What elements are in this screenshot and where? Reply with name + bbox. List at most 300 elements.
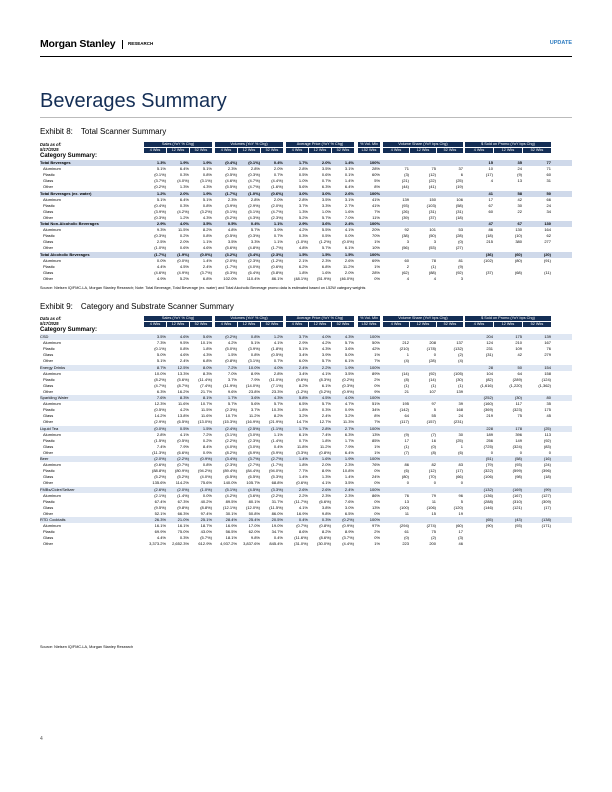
table-cell: 4,937.2% [220,541,237,547]
table-cell: 0.4% [273,160,283,165]
table-cell: (2.9%) [248,202,260,208]
row-label: Aluminum [43,257,61,263]
table-cell: 3.5% [202,221,212,226]
table-cell: (12) [428,468,436,474]
table-cell: 12.3% [154,401,166,407]
table-cell: (2.0%) [225,257,237,263]
update-badge[interactable]: UPDATE [549,40,572,46]
table-cell: (80) [401,474,409,480]
table-cell: 1.4% [344,178,354,184]
table-cell: (160) [483,401,493,407]
table-cell: (3.6%) [248,492,260,498]
row-label: Glass [43,352,54,358]
table-cell: 8.6% [298,529,308,535]
table-cell: 4.2% [321,340,331,346]
table-cell: (6.6%) [177,449,189,455]
table-cell: (30) [514,395,522,400]
table-cell: (1.0%) [200,486,212,492]
table-cell: (1) [404,382,409,388]
table-cell: 8.2% [298,382,308,388]
table-cell: (70) [428,474,436,480]
table-cell: 8.3% [179,395,189,400]
table-cell: (1,362) [538,382,551,388]
table-cell: 24 [458,413,463,419]
table-cell: 4.1% [179,431,189,437]
table-cell: (8.9%) [248,449,260,455]
table-cell: 5.6% [298,184,308,190]
table-cell: (4.0%) [177,178,189,184]
table-cell: 11.5% [177,227,189,233]
table-cell: 3 [460,275,463,281]
table-cell: (6.3%) [225,269,237,275]
exhibit-title: Category and Substrate Scanner Summary [80,302,234,311]
table-cell: 0.8% [202,462,212,468]
table-cell: 4.8% [227,227,237,233]
table-cell: 40.2% [200,498,212,504]
table-cell: 10.0% [154,370,166,376]
table-cell: (0.2%) [225,334,237,339]
table-cell: 4.2% [298,227,308,233]
table-cell: 5.0% [344,352,354,358]
title-rule [40,117,572,118]
table-cell: 13% [371,431,380,437]
table-cell: 28% [371,269,380,275]
row-label: Beer [40,456,49,461]
table-cell: 0% [374,480,380,486]
table-cell: 76 [546,346,551,352]
table-cell: 107 [429,388,436,394]
table-cell: (323) [512,407,522,413]
table-cell: 15 [431,510,436,516]
table-row [40,419,572,425]
table-cell: (5.0%) [225,346,237,352]
table-cell: 100% [369,395,380,400]
table-cell: (0.5%) [154,407,166,413]
table-cell: 9.8% [321,510,331,516]
table-cell: 158 [544,370,551,376]
table-cell: 3.0% [298,190,308,196]
table-cell: (11.9%) [223,382,237,388]
table-cell: (0.1%) [154,346,166,352]
table-cell: (4.4%) [271,178,283,184]
table-row [40,160,572,166]
table-cell: 1.4% [298,474,308,480]
table-cell: (1.6%) [271,184,283,190]
table-cell: 16.1% [177,523,189,529]
table-cell: 0.5% [179,425,189,431]
table-cell: 7.7% [298,468,308,474]
table-cell: 78 [431,257,436,263]
table-cell: 4.1% [298,504,308,510]
table-cell: 0 [433,480,436,486]
table-cell: (27) [455,245,463,251]
table-cell: 2.3% [321,492,331,498]
column-header: 12 Wks [309,322,331,327]
table-cell: 0.7% [273,172,283,178]
table-cell: 208 [429,340,436,346]
table-cell: 0.6% [179,245,189,251]
row-label: Aluminum [43,340,61,346]
table-cell: 0.5% [298,172,308,178]
table-cell: 3 [406,239,409,245]
table-cell: (1.0%) [154,245,166,251]
table-cell: (60) [514,251,522,257]
table-cell: 42% [371,346,380,352]
table-cell: (231) [453,419,463,425]
table-cell: 6.2% [298,263,308,269]
table-cell: (89.4%) [222,468,237,474]
table-cell: 1 [460,443,463,449]
table-cell: 4.5% [179,263,189,269]
table-cell: (46.0%) [339,275,354,281]
table-cell: (3.7%) [200,269,212,275]
table-cell: 2.6% [344,257,354,263]
table-cell: 4.1% [344,227,354,233]
table-cell: (0.0%) [200,251,212,257]
table-cell: (12.1%) [222,504,237,510]
table-cell: 10.3% [271,407,283,413]
table-cell: 130 [544,221,551,226]
table-cell: 17 [404,437,409,443]
table-cell: (324) [512,443,522,449]
table-cell: 2.9% [298,221,308,226]
table-cell: (25) [543,425,551,431]
table-cell: 17 [488,196,493,202]
table-cell: (51.9%) [316,275,331,281]
table-cell: 2.2% [298,492,308,498]
table-cell: 50 [517,364,522,370]
table-cell: 1% [374,449,380,455]
table-cell: 9% [374,388,380,394]
table-cell: 30.1% [225,510,237,516]
table-cell: 0% [374,382,380,388]
table-cell: 7.9% [344,443,354,449]
table-cell: 4.0% [273,364,283,370]
table-cell: 3.5% [344,370,354,376]
table-cell: 1.8% [298,269,308,275]
table-cell: 154 [544,364,551,370]
table-row [40,450,572,456]
table-cell: (20) [543,251,551,257]
table-cell: 2.2% [321,364,331,370]
table-cell: (369) [483,407,493,413]
table-cell: (65) [485,517,493,522]
group-header: Average Price (YoY % Chg) [286,316,354,321]
table-cell: (2.3%) [271,251,283,257]
table-cell: 2 [406,263,409,269]
table-cell: 41% [371,202,380,208]
row-label: FMBs/Cider/Seltzer [40,486,75,492]
table-cell: (6.4%) [248,269,260,275]
table-cell: 11.2% [319,443,331,449]
table-cell: 0.4% [250,221,260,226]
table-row [40,407,572,413]
table-cell: (92) [428,370,436,376]
table-cell: (28) [455,233,463,239]
table-cell: 1% [374,352,380,358]
table-cell: 0 [433,352,436,358]
table-cell: 1% [374,263,380,269]
table-row [40,178,572,184]
table-cell: 279 [544,352,551,358]
table-cell: 45 [546,413,551,419]
table-cell: 4 [406,275,409,281]
table-cell: (58) [455,202,463,208]
table-cell: 22 [517,208,522,214]
table-cell: 845.4% [269,541,283,547]
table-cell: 100% [369,334,380,339]
table-row [40,401,572,407]
table-cell: 11.3% [342,419,354,425]
table-cell: (136) [483,492,493,498]
table-cell: 50.8% [248,510,260,516]
table-cell: (4.7%) [248,178,260,184]
table-cell: 62.0% [248,529,260,535]
table-cell: 1.6% [321,269,331,275]
table-cell: 1.8% [321,437,331,443]
table-cell: (132) [453,346,463,352]
table-cell: (2) [458,352,463,358]
table-cell: 60% [371,172,380,178]
table-cell: 0 [460,480,463,486]
row-label: Plastic [43,202,55,208]
table-cell: 2.0% [273,166,283,172]
table-cell: 3 [433,239,436,245]
table-cell: 100% [369,456,380,461]
table-cell: 6.4% [179,166,189,172]
table-cell: (8) [431,449,436,455]
table-cell: 3.0% [344,504,354,510]
table-cell: 4.6% [179,334,189,339]
group-header: Sales (YoY % Chg) [144,316,212,321]
table-cell: 35 [517,160,522,165]
table-cell: (7) [431,431,436,437]
table-cell: 1.3% [298,208,308,214]
table-cell: (2.1%) [154,492,166,498]
table-cell: (8.6%) [319,535,331,541]
table-cell: (1.4%) [271,437,283,443]
table-cell: 4.6% [179,352,189,358]
table-cell: 3.3% [250,239,260,245]
table-cell: 195 [402,401,409,407]
table-cell: (92) [455,269,463,275]
table-cell: 20% [371,227,380,233]
table-cell: 100% [369,160,380,165]
table-cell: 1.0% [321,208,331,214]
table-cell: (294) [399,523,409,529]
table-cell: 11.5% [200,407,212,413]
table-cell: 5.7% [321,401,331,407]
table-cell: (7) [404,449,409,455]
exhibit-8-source: Source: Nielsen IQ/FMC-LA, Morgan Stanley Research; Note: Total Beverage, Total Beverage (ex. water) and Total Alcoholic Beverage promo data is estimated based on L52W category weights [40,286,366,290]
table-cell: 75 [431,529,436,535]
table-cell: 219 [486,413,493,419]
table-cell: 3.6% [344,346,354,352]
column-header: 4 Wks [383,322,409,327]
table-cell: 8.7% [156,364,166,370]
group-header: Volumes (YoY % Chg) [215,142,283,147]
table-cell: 13 [404,498,409,504]
exhibit-8-heading [40,127,166,136]
row-label: Total Beverages (ex. water) [40,190,92,196]
table-cell: 1% [374,239,380,245]
table-cell: (0.9%) [200,456,212,461]
group-header: $ Sold on Promo (YoY bps Chg) [465,316,551,321]
table-cell: 23.8% [248,388,260,394]
column-header: 12 Wks [410,148,436,153]
table-cell: 4.9% [156,275,166,281]
row-label: Aluminum [43,227,61,233]
table-cell: 2% [374,529,380,535]
row-label: Glass [43,239,54,245]
table-cell: 2% [374,376,380,382]
table-cell: 3.5% [227,239,237,245]
table-cell: 58 [517,190,522,196]
table-cell: (31) [485,352,493,358]
table-cell: 5.7% [321,245,331,251]
table-cell: 4.3% [273,395,283,400]
table-cell: (98) [514,474,522,480]
row-label: Glass [43,443,54,449]
table-cell: 10.8% [342,468,354,474]
table-cell: (2.0%) [154,456,166,461]
table-cell: 1.3% [321,474,331,480]
table-cell: (1.7%) [271,462,283,468]
table-cell: 150 [429,196,436,202]
table-cell: (167) [512,492,522,498]
table-cell: (0.9%) [342,523,354,529]
table-cell: 8.2% [273,413,283,419]
table-cell: (1,220) [509,382,522,388]
table-cell: (0.0%) [342,239,354,245]
table-cell: (16.9%) [245,419,260,425]
table-cell: 4 [490,178,493,184]
table-cell: 0 [490,449,493,455]
table-cell: 69% [371,257,380,263]
table-row [40,264,572,270]
table-cell: 1% [374,541,380,547]
table-cell: (4.2%) [225,492,237,498]
table-cell: 2.8% [321,425,331,431]
table-row [40,197,572,203]
column-header: 52 Wks [190,148,212,153]
row-label: Plastic [43,263,55,269]
table-cell: 6.3% [344,431,354,437]
table-cell: (18) [455,214,463,220]
table-cell: (31.0%) [293,541,308,547]
table-cell: 2.0% [273,196,283,202]
table-cell: (37) [485,269,493,275]
table-cell: 4.1% [321,480,331,486]
table-cell: 6.3% [156,388,166,394]
table-cell: 6.1% [344,358,354,364]
table-cell: 6 [460,172,463,178]
table-cell: 0.4% [298,517,308,522]
table-row [40,203,572,209]
table-row [40,276,572,282]
table-cell: 7.6% [344,498,354,504]
table-cell: (0.6%) [296,480,308,486]
table-cell: 0 [548,449,551,455]
table-cell: 52.1% [154,510,166,516]
table-cell: 92 [404,227,409,233]
table-cell: (93) [401,202,409,208]
table-cell: 2.8% [250,196,260,202]
table-cell: 5.6% [202,334,212,339]
table-cell: (3.3%) [271,486,283,492]
table-cell: 64 [517,370,522,376]
table-cell: 13.8% [177,413,189,419]
table-cell: (94.2%) [197,468,212,474]
table-cell: (4) [458,358,463,364]
table-cell: 60 [546,172,551,178]
table-cell: (53) [428,245,436,251]
table-cell: (0.3%) [248,233,260,239]
table-cell: (4.6%) [154,269,166,275]
table-cell: (8) [404,376,409,382]
table-cell: 25.4% [248,517,260,522]
table-cell: 7.9% [250,376,260,382]
table-cell: 7% [374,419,380,425]
table-cell: 2.6% [344,190,354,196]
table-row [40,184,572,190]
table-cell: 6.0% [298,358,308,364]
table-cell: (0.6%) [271,190,283,196]
column-header: 4 Wks [465,322,493,327]
table-cell: 124 [486,340,493,346]
table-cell: (0.4%) [225,160,237,165]
table-cell: 117 [515,401,522,407]
table-cell: 3.5% [156,334,166,339]
table-cell: (0) [404,535,409,541]
table-cell: (0.7%) [177,462,189,468]
table-cell: (0.8%) [319,523,331,529]
table-cell: 100% [369,221,380,226]
table-cell: (0.3%) [154,214,166,220]
table-cell: 7.4% [156,443,166,449]
table-cell: 135.6% [152,480,166,486]
table-cell: 3.7% [298,334,308,339]
table-cell: 30 [517,202,522,208]
table-cell: (19) [455,184,463,190]
table-cell: 3.7% [227,376,237,382]
table-cell: 6.8% [321,263,331,269]
row-label: Other [43,480,54,486]
table-row [40,529,572,535]
table-cell: 2.8% [250,166,260,172]
table-cell: 2.8% [298,166,308,172]
table-cell: (88) [428,269,436,275]
table-cell: 1.5% [321,251,331,257]
table-cell: 42 [517,196,522,202]
table-cell: 1.7% [298,425,308,431]
table-row [40,209,572,215]
table-cell: 4.3% [202,352,212,358]
table-cell: (9) [404,431,409,437]
table-cell: 100% [369,486,380,492]
table-cell: (92) [543,437,551,443]
table-row [40,517,572,523]
table-cell: 75 [517,413,522,419]
table-cell: 6.4% [344,184,354,190]
table-cell: 2.3% [227,166,237,172]
table-cell: 2.0% [179,190,189,196]
table-cell: 1.3% [156,160,166,165]
table-row [40,245,572,251]
table-row [40,191,572,197]
row-label: Plastic [43,172,55,178]
page-title: Beverages Summary [40,90,227,112]
